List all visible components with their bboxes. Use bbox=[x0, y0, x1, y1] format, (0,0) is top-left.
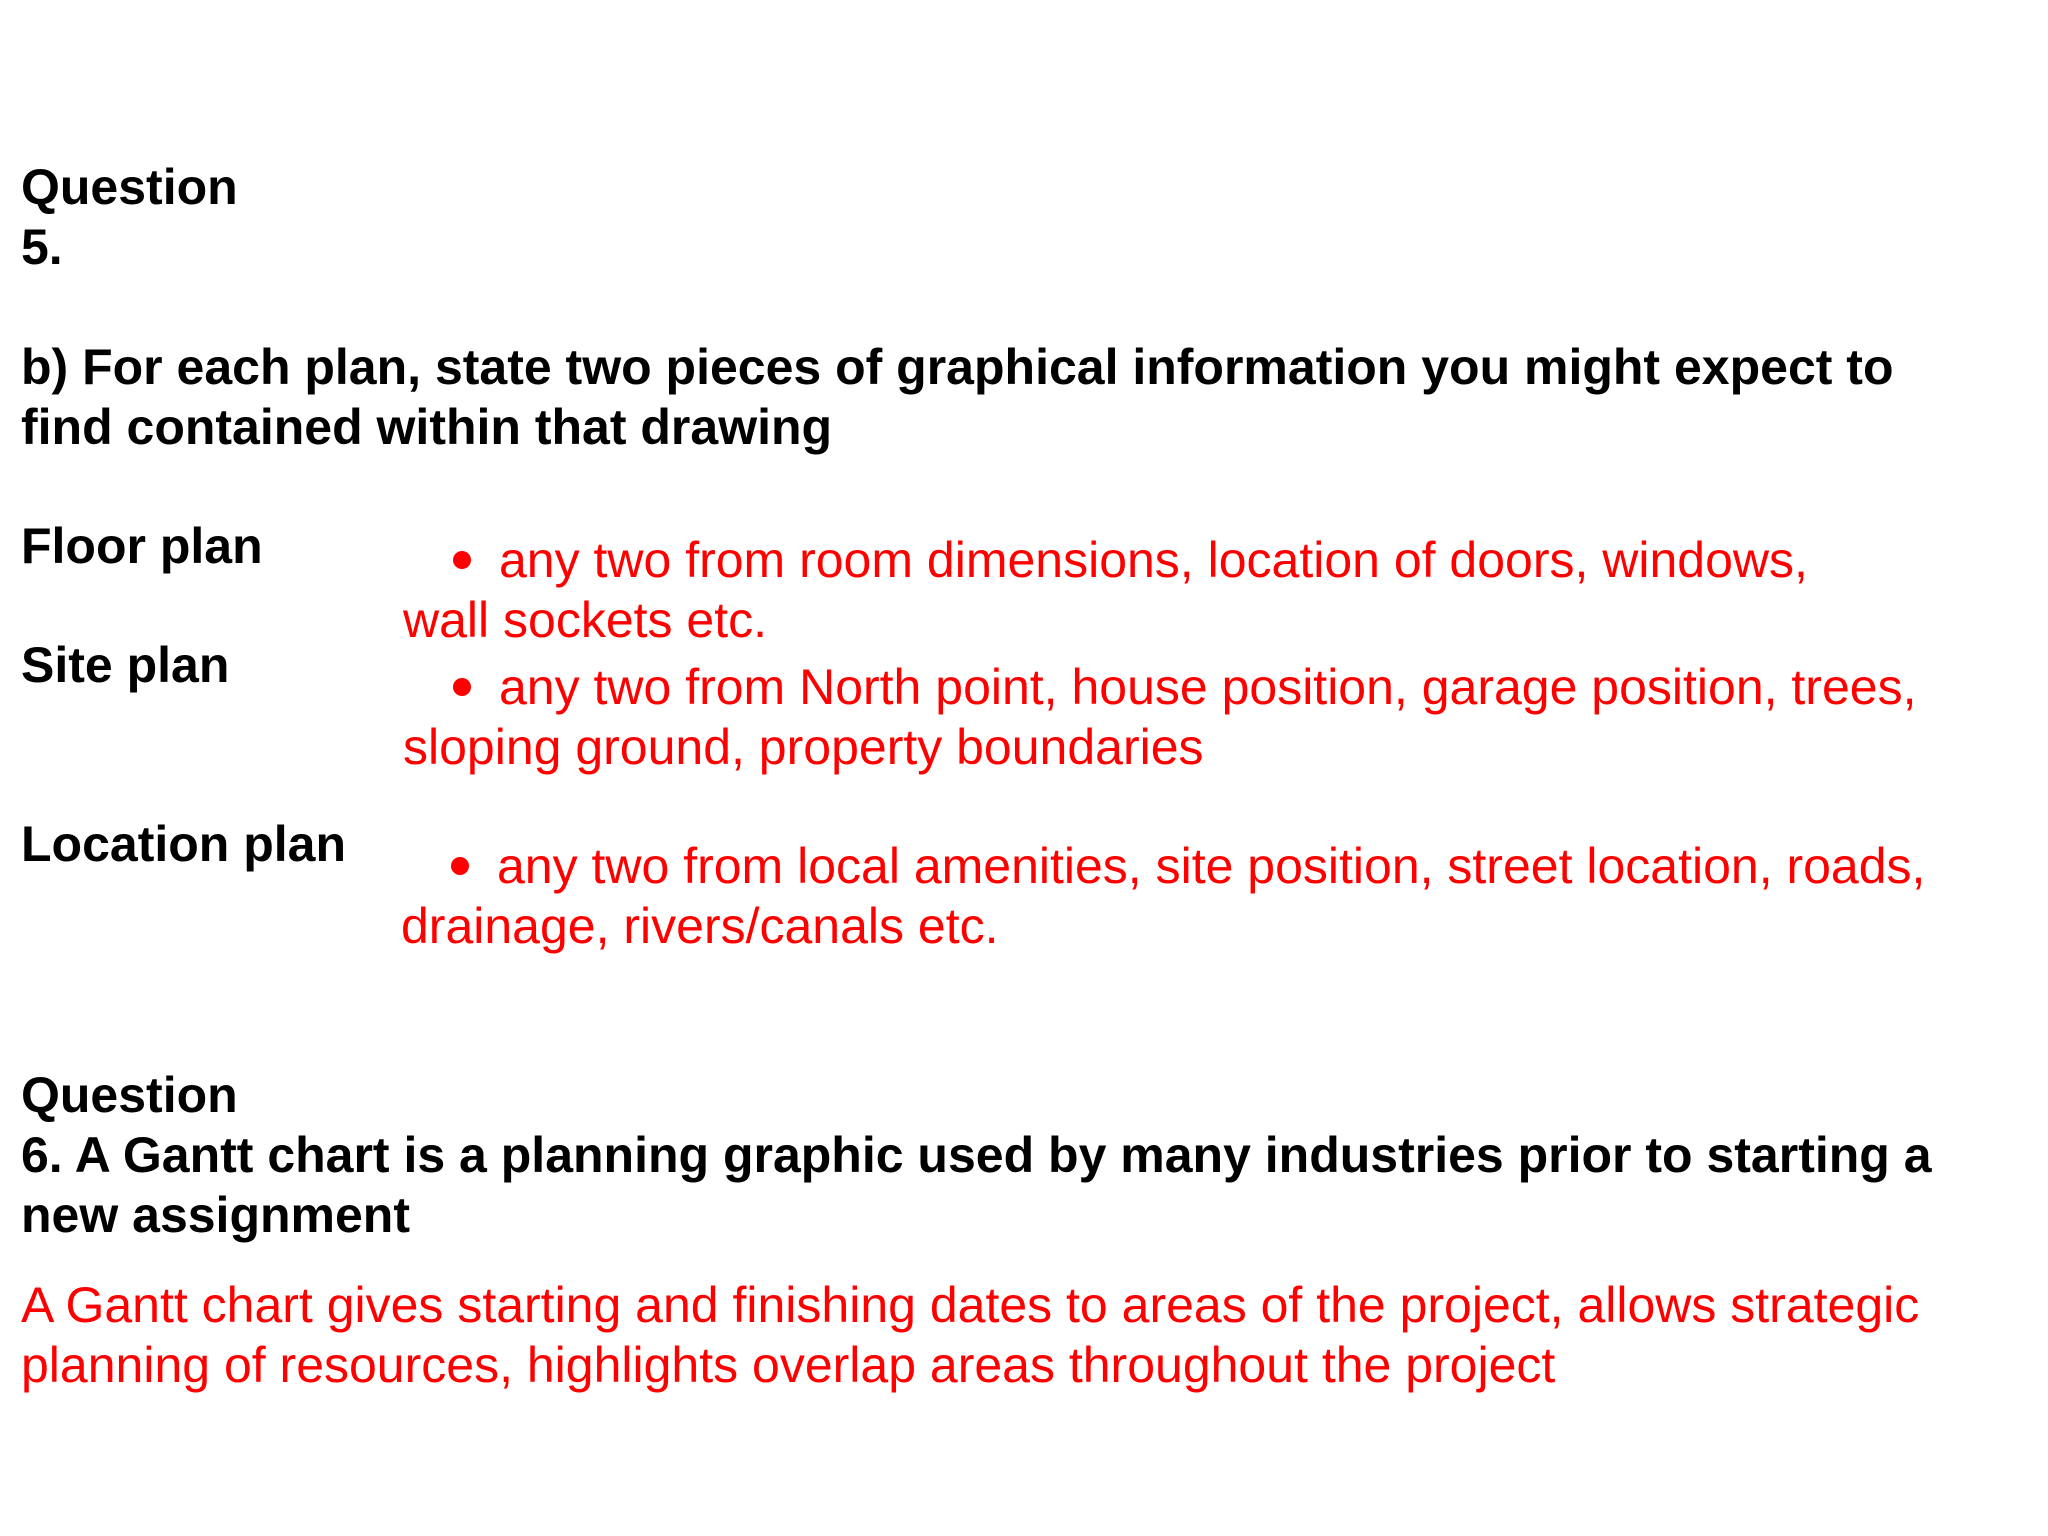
bullet-icon bbox=[451, 857, 469, 875]
location-plan-answer bbox=[401, 836, 1925, 956]
question-5-prompt-line2: find contained within that drawing bbox=[21, 399, 833, 455]
question-6-label: Question bbox=[21, 1067, 238, 1123]
question-6-prompt bbox=[21, 1125, 1932, 1245]
question-6-prompt-line2: new assignment bbox=[21, 1187, 410, 1243]
location-plan-answer-line2: drainage, rivers/canals etc. bbox=[401, 898, 999, 954]
site-plan-answer-text1: any two from North point, house position, garage position, trees, bbox=[499, 659, 1917, 715]
question-6-prompt-line1: 6. A Gantt chart is a planning graphic used by many industries prior to starting a bbox=[21, 1127, 1932, 1183]
question-5-prompt bbox=[21, 337, 1894, 457]
question-6-answer bbox=[21, 1275, 1919, 1395]
question-5-label-line2: 5. bbox=[21, 219, 63, 275]
question-6-answer-line1: A Gantt chart gives starting and finishing dates to areas of the project, allows strategic bbox=[21, 1277, 1920, 1333]
site-plan-answer-line2: sloping ground, property boundaries bbox=[403, 719, 1204, 775]
floor-plan-answer-text1: any two from room dimensions, location of doors, windows, bbox=[499, 532, 1808, 588]
site-plan-label: Site plan bbox=[21, 637, 230, 693]
bullet-icon bbox=[453, 551, 471, 569]
bullet-icon bbox=[453, 678, 471, 696]
question-6-answer-line2: planning of resources, highlights overlap areas throughout the project bbox=[21, 1337, 1556, 1393]
question-5-prompt-line1: b) For each plan, state two pieces of graphical information you might expect to bbox=[21, 339, 1894, 395]
location-plan-label: Location plan bbox=[21, 816, 346, 872]
floor-plan-answer bbox=[403, 530, 1808, 650]
location-plan-answer-line1 bbox=[401, 836, 1925, 896]
question-5-label bbox=[21, 157, 238, 277]
floor-plan-label: Floor plan bbox=[21, 518, 263, 574]
floor-plan-answer-line1 bbox=[403, 530, 1808, 590]
site-plan-answer-line1 bbox=[403, 657, 1916, 717]
floor-plan-answer-line2: wall sockets etc. bbox=[403, 592, 768, 648]
question-5-label-line1: Question bbox=[21, 159, 238, 215]
location-plan-answer-text1: any two from local amenities, site position, street location, roads, bbox=[497, 838, 1926, 894]
site-plan-answer bbox=[403, 657, 1916, 777]
